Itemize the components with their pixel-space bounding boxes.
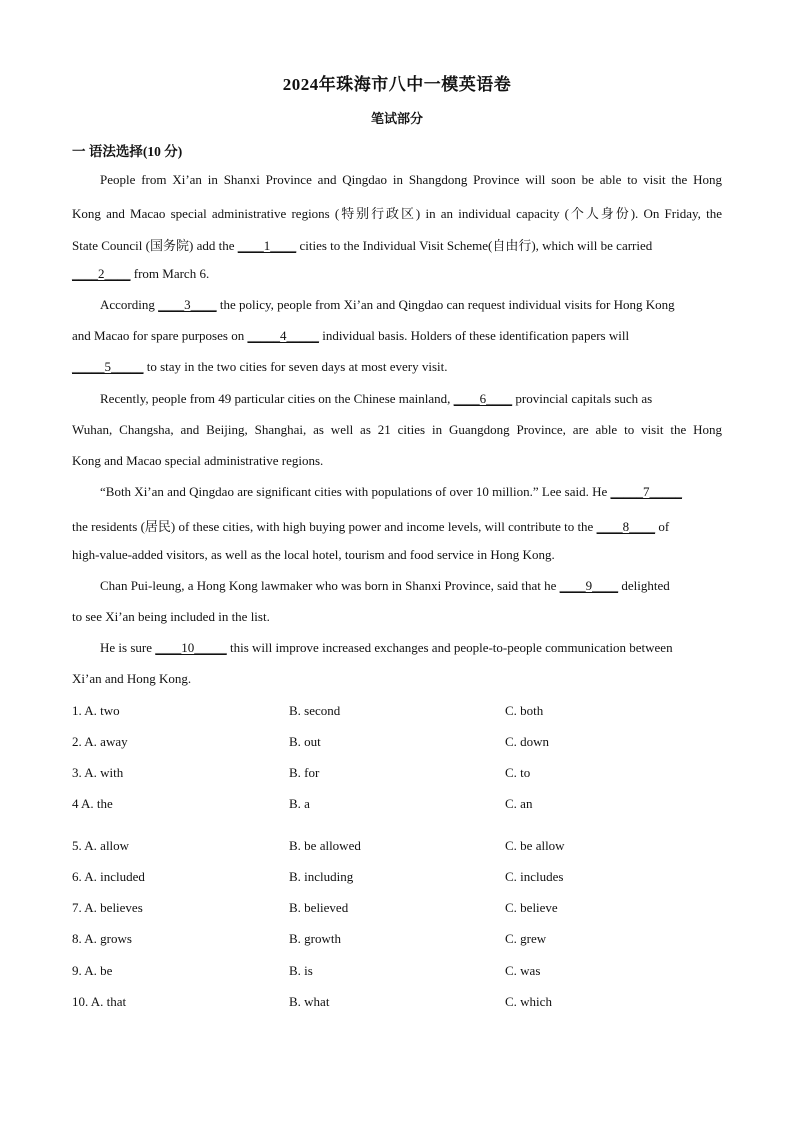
option-a: 7. A. believes	[72, 900, 143, 915]
passage-line	[100, 297, 722, 313]
option-a: 1. A. two	[72, 703, 120, 718]
passage-line	[100, 640, 722, 656]
passage-text: Chan Pui-leung, a Hong Kong lawmaker who was born in Shanxi Province, said that he	[100, 578, 560, 593]
option-c: C. was	[505, 963, 541, 978]
option-c: C. grew	[505, 931, 547, 946]
passage-text: the policy, people from Xi’an and Qingdao can request individual visits for Hong Kong	[216, 297, 675, 312]
option-c: C. includes	[505, 869, 564, 884]
passage-text: from March 6.	[130, 266, 210, 281]
blank-1: ____1____	[237, 238, 297, 253]
passage-text: and Macao for spare purposes on	[72, 328, 248, 343]
blank-5: _____5_____	[72, 359, 144, 374]
passage-text: to stay in the two cities for seven days at most every visit.	[143, 359, 448, 374]
blank-3: ____3____	[158, 297, 217, 312]
passage-text: individual basis. Holders of these identification papers will	[318, 328, 630, 343]
option-c: C. be allow	[505, 838, 565, 853]
passage-line: Kong and Macao special administrative regions.	[72, 453, 324, 468]
passage-text: provincial capitals such as	[512, 391, 653, 406]
option-b: B. believed	[289, 900, 349, 915]
blank-4: _____4_____	[247, 328, 319, 343]
passage-text: this will improve increased exchanges and people-to-people communication between	[226, 640, 673, 655]
option-b: B. a	[289, 796, 310, 811]
question-options-9	[72, 963, 722, 981]
question-options-8	[72, 931, 722, 949]
passage-text: State Council (国务院) add the	[72, 238, 238, 253]
passage-text: According	[100, 297, 159, 312]
option-b: B. second	[289, 703, 341, 718]
question-options-4	[72, 796, 722, 814]
option-c: C. to	[505, 765, 531, 780]
option-a: 5. A. allow	[72, 838, 130, 853]
passage-line: Wuhan, Changsha, and Beijing, Shanghai, as well as 21 cities in Guangdong Province, are able to visit the Hong	[72, 422, 722, 437]
option-c: C. an	[505, 796, 533, 811]
option-a: 3. A. with	[72, 765, 124, 780]
option-c: C. down	[505, 734, 550, 749]
option-c: C. which	[505, 994, 552, 1009]
blank-7: _____7_____	[610, 484, 682, 499]
option-b: B. be allowed	[289, 838, 361, 853]
passage-line: Xi’an and Hong Kong.	[72, 671, 192, 686]
option-a: 10. A. that	[72, 994, 127, 1009]
option-b: B. including	[289, 869, 354, 884]
option-b: B. for	[289, 765, 320, 780]
exam-subtitle: 笔试部分	[370, 111, 423, 126]
question-options-10	[72, 994, 722, 1012]
option-b: B. growth	[289, 931, 341, 946]
passage-text: delighted	[618, 578, 670, 593]
passage-line	[72, 235, 722, 254]
option-a: 6. A. included	[72, 869, 145, 884]
question-options-3	[72, 765, 722, 783]
option-a: 2. A. away	[72, 734, 128, 749]
section-heading: 一 语法选择(10 分)	[72, 144, 183, 159]
option-b: B. what	[289, 994, 330, 1009]
option-b: B. out	[289, 734, 321, 749]
question-options-7	[72, 900, 722, 918]
passage-line: high-value-added visitors, as well as the local hotel, tourism and food service in Hong Kong.	[72, 547, 555, 562]
option-a: 9. A. be	[72, 963, 113, 978]
option-b: B. is	[289, 963, 313, 978]
passage-line	[72, 516, 722, 535]
passage-line	[72, 328, 722, 344]
passage-text: “Both Xi’an and Qingdao are significant cities with populations of over 10 million.” Lee said. He	[100, 484, 611, 499]
passage-line	[72, 359, 722, 375]
option-a: 4 A. the	[72, 796, 113, 811]
passage-line	[100, 391, 722, 407]
question-options-5	[72, 838, 722, 856]
passage-line: Kong and Macao special administrative regions (特别行政区) in an individual capacity (个人身份). On Friday, the	[72, 206, 722, 221]
passage-text: the residents (居民) of these cities, with high buying power and income levels, will contribute to the	[72, 519, 597, 534]
option-a: 8. A. grows	[72, 931, 132, 946]
blank-8: ____8____	[596, 519, 656, 534]
blank-2: ____2____	[72, 266, 131, 281]
question-options-2	[72, 734, 722, 752]
passage-text: cities to the Individual Visit Scheme(自由行), which will be carried	[296, 238, 653, 253]
passage-line	[100, 484, 722, 500]
option-c: C. both	[505, 703, 544, 718]
passage-text: of	[655, 519, 670, 534]
blank-10: ____10_____	[155, 640, 227, 655]
option-c: C. believe	[505, 900, 558, 915]
passage-line: People from Xi’an in Shanxi Province and Qingdao in Shangdong Province will soon be able to visit the Hong	[100, 172, 722, 187]
question-options-6	[72, 869, 722, 887]
blank-6: ____6____	[453, 391, 513, 406]
passage-line	[100, 578, 722, 594]
passage-line	[72, 266, 722, 282]
question-options-1	[72, 703, 722, 721]
passage-text: He is sure	[100, 640, 156, 655]
passage-text: Recently, people from 49 particular cities on the Chinese mainland,	[100, 391, 454, 406]
exam-title: 2024年珠海市八中一模英语卷	[282, 75, 512, 94]
blank-9: ____9____	[559, 578, 619, 593]
passage-line: to see Xi’an being included in the list.	[72, 609, 270, 624]
